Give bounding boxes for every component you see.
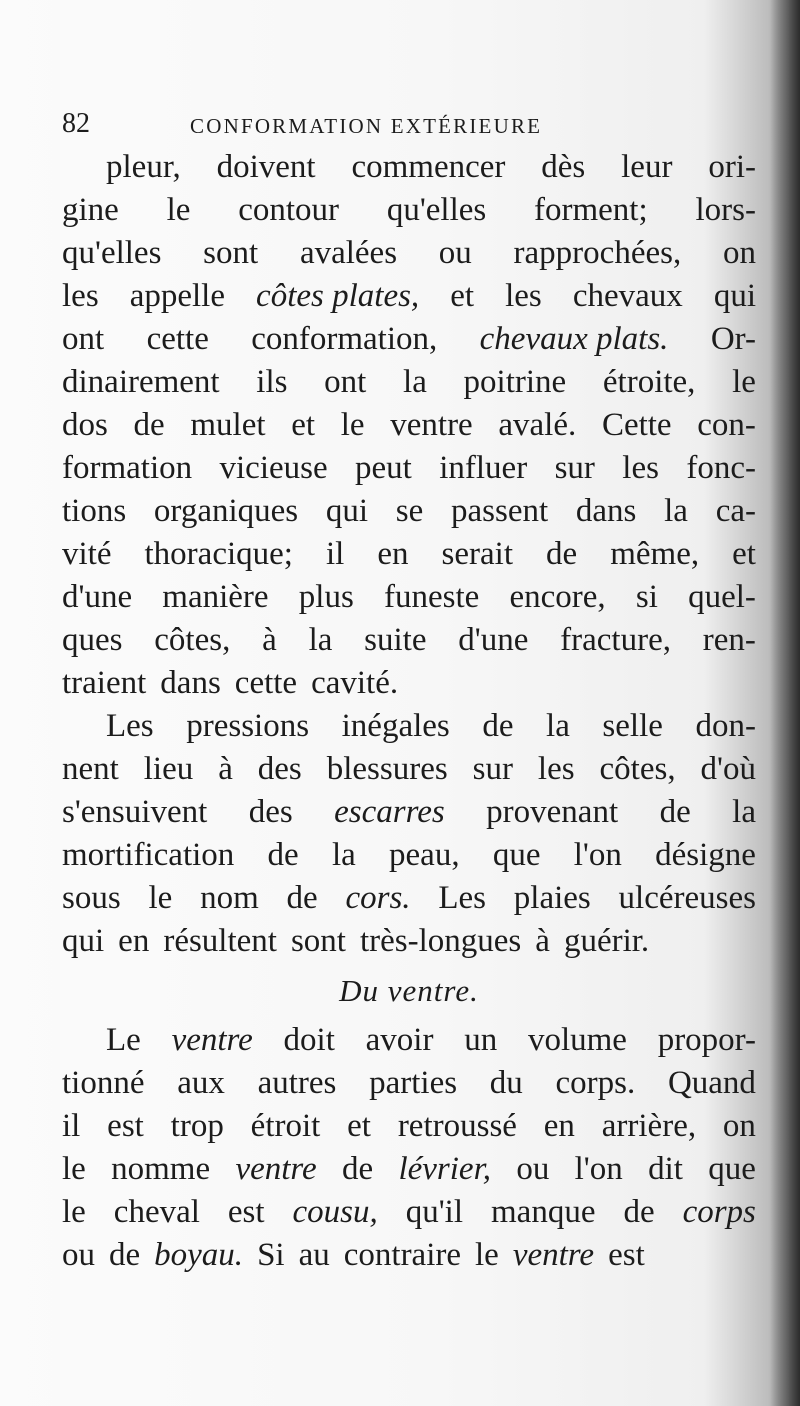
text-line	[62, 1234, 756, 1277]
text-line	[62, 361, 756, 404]
word: nomme	[111, 1151, 211, 1187]
page-gutter-shadow	[770, 0, 800, 1406]
word: le	[62, 1194, 86, 1230]
word: conformation,	[251, 321, 438, 357]
word: résultent	[163, 923, 277, 959]
word: dans	[575, 493, 637, 529]
italic-term: lévrier,	[398, 1151, 492, 1187]
word: de	[341, 1151, 374, 1187]
word: Quand	[667, 1065, 756, 1101]
word: s'ensuivent	[62, 794, 208, 830]
word: les	[537, 751, 575, 787]
word: don-	[695, 708, 756, 744]
word: nom	[200, 880, 259, 916]
word: mortification	[62, 837, 235, 873]
word: dos	[62, 407, 108, 443]
word: se	[395, 493, 424, 529]
word: cette	[146, 321, 209, 357]
word: aux	[177, 1065, 225, 1101]
word: manière	[162, 579, 269, 615]
word: le	[475, 1237, 499, 1273]
word: dinairement	[62, 364, 220, 400]
word: au	[298, 1237, 330, 1273]
word: dès	[541, 149, 586, 185]
word: leur	[621, 149, 673, 185]
word: propor-	[657, 1022, 756, 1058]
word: la	[732, 794, 756, 830]
word: ventre	[390, 407, 473, 443]
word: on	[722, 235, 756, 271]
word: ren-	[702, 622, 756, 658]
word: à	[218, 751, 233, 787]
paragraph-3	[62, 1019, 756, 1277]
word: rapprochées,	[513, 235, 682, 271]
text-line	[62, 576, 756, 619]
word: il	[325, 536, 345, 572]
word: pleur,	[106, 149, 181, 185]
word: avalées	[299, 235, 398, 271]
word: vicieuse	[219, 450, 328, 486]
word: vité	[62, 536, 112, 572]
text-line	[62, 877, 756, 920]
word: chevaux	[572, 278, 683, 314]
word: volume	[527, 1022, 627, 1058]
word: d'où	[700, 751, 756, 787]
word: et	[732, 536, 756, 572]
word: le	[148, 880, 173, 916]
italic-term: boyau.	[154, 1237, 244, 1273]
text-line	[62, 1191, 756, 1234]
word: avoir	[365, 1022, 434, 1058]
word: thoracique;	[144, 536, 293, 572]
word: en	[377, 536, 409, 572]
word: ils	[256, 364, 288, 400]
word: Les	[438, 880, 486, 916]
paragraph-1	[62, 146, 756, 705]
word: les	[505, 278, 542, 314]
word: parties	[369, 1065, 458, 1101]
text-line	[62, 275, 756, 318]
word: à	[535, 923, 550, 959]
italic-term: ventre	[512, 1237, 595, 1273]
word: de	[267, 837, 299, 873]
word: de	[546, 536, 578, 572]
text-line	[62, 705, 756, 748]
italic-term: chevaux plats.	[479, 321, 669, 357]
word: dit	[648, 1151, 683, 1187]
text-line	[62, 834, 756, 877]
word: organiques	[153, 493, 299, 529]
text-line	[62, 791, 756, 834]
italic-term: cousu,	[292, 1194, 378, 1230]
word: lieu	[143, 751, 194, 787]
word: sur	[554, 450, 595, 486]
word: les	[62, 278, 99, 314]
word: en	[118, 923, 150, 959]
italic-term: ventre	[235, 1151, 317, 1187]
word: qu'elles	[62, 235, 162, 271]
word: très-longues	[359, 923, 522, 959]
word: passent	[451, 493, 549, 529]
word: de	[659, 794, 691, 830]
word: d'une	[458, 622, 529, 658]
italic-term: ventre	[171, 1022, 253, 1058]
word: autres	[257, 1065, 337, 1101]
italic-term: cors.	[345, 880, 411, 916]
word: de	[133, 407, 165, 443]
word: si	[635, 579, 658, 615]
word: inégales	[341, 708, 450, 744]
word: selle	[602, 708, 663, 744]
page-header	[62, 108, 762, 148]
word: le	[166, 192, 191, 228]
word: avalé.	[498, 407, 577, 443]
word: arrière,	[601, 1108, 697, 1144]
word: provenant	[486, 794, 619, 830]
word: désigne	[655, 837, 756, 873]
word: des	[257, 751, 302, 787]
word: ou	[438, 235, 472, 271]
italic-term: escarres	[334, 794, 445, 830]
word: influer	[439, 450, 528, 486]
word: même,	[610, 536, 700, 572]
word: et	[347, 1108, 371, 1144]
word: manque	[491, 1194, 596, 1230]
word: corps.	[555, 1065, 636, 1101]
word: qui	[713, 278, 756, 314]
word: sont	[290, 923, 346, 959]
word: qu'elles	[386, 192, 487, 228]
word: sont	[203, 235, 259, 271]
word: l'on	[574, 1151, 623, 1187]
word: commencer	[351, 149, 506, 185]
text-line	[62, 619, 756, 662]
word: ori-	[708, 149, 756, 185]
word: plus	[298, 579, 354, 615]
word: Cette	[601, 407, 672, 443]
word: et	[450, 278, 475, 314]
word: fracture,	[560, 622, 671, 658]
word: quel-	[688, 579, 756, 615]
text-line	[62, 1019, 756, 1062]
word: de	[286, 880, 318, 916]
word: gine	[62, 192, 119, 228]
word: ques	[62, 622, 123, 658]
word: la	[403, 364, 427, 400]
word: la	[546, 708, 570, 744]
word: tionné	[62, 1065, 145, 1101]
word: qui	[325, 493, 369, 529]
word: la	[308, 622, 333, 658]
word: de	[623, 1194, 655, 1230]
word: qui	[62, 923, 105, 959]
word: cheval	[113, 1194, 200, 1230]
word: le	[62, 1151, 86, 1187]
word: ont	[324, 364, 367, 400]
word: doit	[283, 1022, 335, 1058]
word: le	[340, 407, 365, 443]
word: retroussé	[397, 1108, 517, 1144]
word: Or-	[710, 321, 756, 357]
word: poitrine	[463, 364, 567, 400]
word: est	[227, 1194, 265, 1230]
word: forment;	[534, 192, 648, 228]
word: fonc-	[686, 450, 756, 486]
word: funeste	[384, 579, 480, 615]
word: est	[608, 1237, 645, 1273]
text-line	[62, 748, 756, 791]
word: encore,	[509, 579, 606, 615]
word: ont	[62, 321, 105, 357]
paragraph-2	[62, 705, 756, 963]
word: la	[664, 493, 688, 529]
word: côtes,	[599, 751, 676, 787]
page-number: 82	[62, 108, 90, 139]
italic-term: côtes plates,	[256, 278, 420, 314]
word: d'une	[62, 579, 133, 615]
word: est	[107, 1108, 144, 1144]
word: ulcéreuses	[618, 880, 756, 916]
section-heading: Du ventre.	[339, 973, 479, 1008]
word: étroite,	[602, 364, 696, 400]
word: cette	[234, 665, 298, 701]
word: la	[331, 837, 356, 873]
word: ou	[62, 1237, 95, 1273]
text-line	[62, 1062, 756, 1105]
word: qu'il	[405, 1194, 464, 1230]
text-line	[62, 146, 756, 189]
word: sous	[62, 880, 121, 916]
running-title: CONFORMATION EXTÉRIEURE	[190, 114, 543, 138]
word: cavité.	[311, 665, 399, 701]
word: mulet	[190, 407, 266, 443]
text-line	[62, 318, 756, 361]
word: côtes,	[154, 622, 231, 658]
word: lors-	[695, 192, 756, 228]
word: de	[109, 1237, 141, 1273]
word: étroit	[250, 1108, 321, 1144]
word: du	[489, 1065, 523, 1101]
word: contraire	[343, 1237, 462, 1273]
word: en	[543, 1108, 575, 1144]
text-line	[62, 404, 756, 447]
word: tions	[62, 493, 127, 529]
text-line	[62, 533, 756, 576]
word: que	[492, 837, 541, 873]
word: pressions	[186, 708, 310, 744]
word: à	[262, 622, 277, 658]
word: serait	[441, 536, 514, 572]
word: que	[708, 1151, 756, 1187]
word: formation	[62, 450, 193, 486]
word: ca-	[715, 493, 756, 529]
text-line	[62, 490, 756, 533]
word: l'on	[573, 837, 622, 873]
word: de	[482, 708, 514, 744]
word: doivent	[216, 149, 316, 185]
text-line	[62, 189, 756, 232]
text-line	[62, 1148, 756, 1191]
word: guérir.	[563, 923, 650, 959]
word: contour	[238, 192, 340, 228]
word: suite	[364, 622, 427, 658]
word: Le	[106, 1022, 141, 1058]
word: le	[732, 364, 756, 400]
page-body	[62, 146, 756, 1277]
word: Si	[257, 1237, 285, 1273]
word: un	[464, 1022, 498, 1058]
text-line	[62, 232, 756, 275]
word: et	[291, 407, 316, 443]
word: des	[248, 794, 293, 830]
text-line	[62, 1105, 756, 1148]
word: on	[722, 1108, 756, 1144]
text-line	[62, 447, 756, 490]
word: appelle	[129, 278, 225, 314]
word: il	[62, 1108, 81, 1144]
italic-term: corps	[682, 1194, 756, 1230]
word: les	[622, 450, 659, 486]
text-line	[62, 662, 756, 705]
text-line	[62, 920, 756, 963]
word: blessures	[326, 751, 448, 787]
word: peau,	[389, 837, 460, 873]
word: dans	[160, 665, 221, 701]
word: sur	[472, 751, 513, 787]
word: traient	[62, 665, 147, 701]
word: nent	[62, 751, 119, 787]
word: ou	[516, 1151, 550, 1187]
word: Les	[106, 708, 154, 744]
word: plaies	[513, 880, 591, 916]
word: trop	[170, 1108, 224, 1144]
word: peut	[355, 450, 412, 486]
word: con-	[697, 407, 756, 443]
